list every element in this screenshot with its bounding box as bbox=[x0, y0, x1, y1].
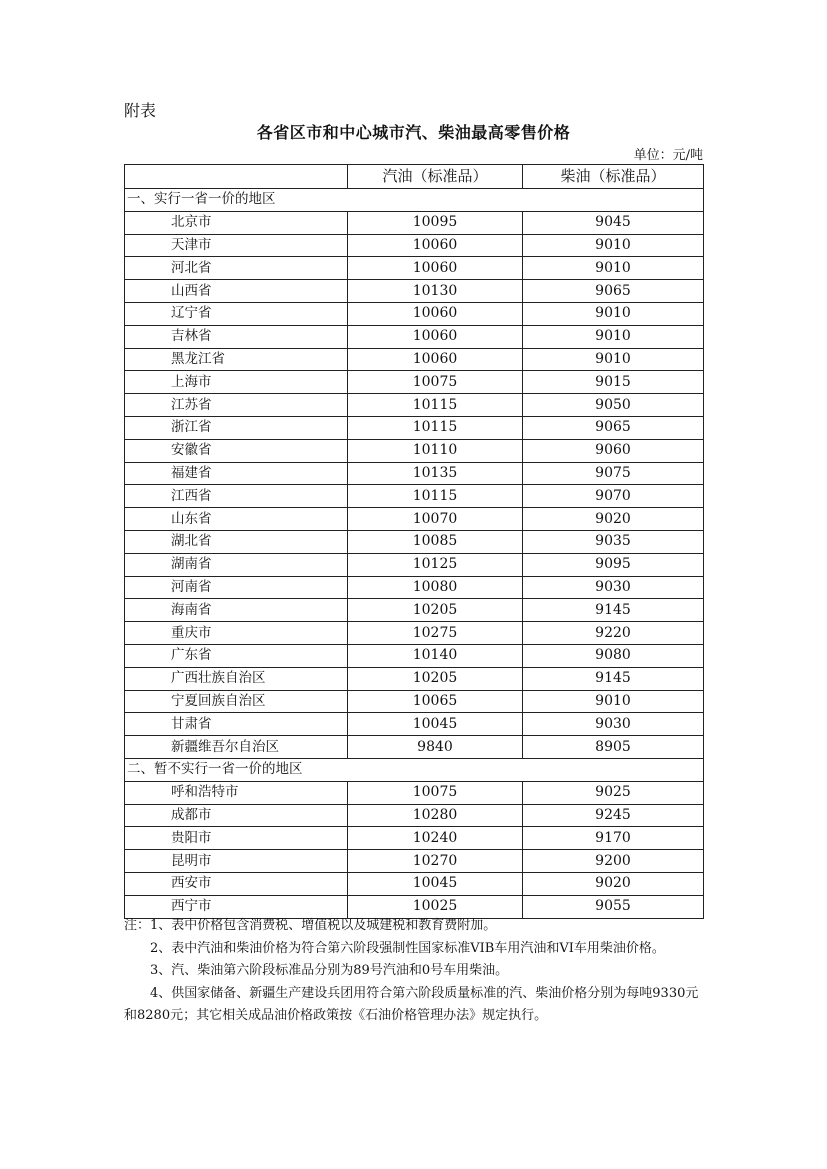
table-row bbox=[125, 280, 704, 303]
gasoline-price-cell: 10085 bbox=[348, 530, 523, 553]
section-label: 二、暂不实行一省一价的地区 bbox=[125, 758, 704, 781]
table-row bbox=[125, 394, 704, 417]
region-cell: 江西省 bbox=[125, 485, 348, 508]
gasoline-price-cell: 10075 bbox=[348, 371, 523, 394]
table-row bbox=[125, 211, 704, 234]
region-cell: 上海市 bbox=[125, 371, 348, 394]
region-cell: 吉林省 bbox=[125, 325, 348, 348]
diesel-price-cell: 9065 bbox=[523, 280, 704, 303]
price-table-header bbox=[125, 165, 704, 189]
table-row bbox=[125, 599, 704, 622]
gasoline-price-cell: 10205 bbox=[348, 599, 523, 622]
gasoline-price-cell: 10115 bbox=[348, 394, 523, 417]
gasoline-price-cell: 10060 bbox=[348, 302, 523, 325]
table-row bbox=[125, 622, 704, 645]
table-row bbox=[125, 508, 704, 531]
region-cell: 西宁市 bbox=[125, 895, 348, 918]
diesel-price-cell: 9010 bbox=[523, 302, 704, 325]
header-region bbox=[125, 165, 348, 189]
diesel-price-cell: 9200 bbox=[523, 850, 704, 873]
region-cell: 福建省 bbox=[125, 462, 348, 485]
table-row bbox=[125, 804, 704, 827]
diesel-price-cell: 9045 bbox=[523, 211, 704, 234]
diesel-price-cell: 9015 bbox=[523, 371, 704, 394]
unit-label: 单位：元/吨 bbox=[633, 148, 703, 163]
diesel-price-cell: 9010 bbox=[523, 348, 704, 371]
region-cell: 宁夏回族自治区 bbox=[125, 690, 348, 713]
diesel-price-cell: 9070 bbox=[523, 485, 704, 508]
table-row bbox=[125, 576, 704, 599]
diesel-price-cell: 9220 bbox=[523, 622, 704, 645]
diesel-price-cell: 9055 bbox=[523, 895, 704, 918]
gasoline-price-cell: 10025 bbox=[348, 895, 523, 918]
diesel-price-cell: 9060 bbox=[523, 439, 704, 462]
region-cell: 重庆市 bbox=[125, 622, 348, 645]
region-cell: 山西省 bbox=[125, 280, 348, 303]
table-row bbox=[125, 553, 704, 576]
gasoline-price-cell: 10140 bbox=[348, 644, 523, 667]
table-row bbox=[125, 690, 704, 713]
header-gasoline: 汽油（标准品） bbox=[348, 165, 523, 189]
region-cell: 成都市 bbox=[125, 804, 348, 827]
table-row bbox=[125, 850, 704, 873]
diesel-price-cell: 9145 bbox=[523, 667, 704, 690]
table-row bbox=[125, 485, 704, 508]
region-cell: 广西壮族自治区 bbox=[125, 667, 348, 690]
header-diesel: 柴油（标准品） bbox=[523, 165, 704, 189]
gasoline-price-cell: 10065 bbox=[348, 690, 523, 713]
table-row bbox=[125, 302, 704, 325]
gasoline-price-cell: 10110 bbox=[348, 439, 523, 462]
table-row bbox=[125, 234, 704, 257]
gasoline-price-cell: 10060 bbox=[348, 257, 523, 280]
gasoline-price-cell: 10070 bbox=[348, 508, 523, 531]
region-cell: 河南省 bbox=[125, 576, 348, 599]
note-3: 3、汽、柴油第六阶段标准品分别为89号汽油和0号车用柴油。 bbox=[150, 963, 509, 978]
gasoline-price-cell: 10275 bbox=[348, 622, 523, 645]
section-row bbox=[125, 189, 704, 212]
table-row bbox=[125, 736, 704, 759]
gasoline-price-cell: 10045 bbox=[348, 872, 523, 895]
gasoline-price-cell: 10240 bbox=[348, 827, 523, 850]
table-row bbox=[125, 257, 704, 280]
gasoline-price-cell: 10135 bbox=[348, 462, 523, 485]
table-row bbox=[125, 462, 704, 485]
gasoline-price-cell: 10115 bbox=[348, 485, 523, 508]
diesel-price-cell: 9020 bbox=[523, 508, 704, 531]
diesel-price-cell: 9010 bbox=[523, 690, 704, 713]
region-cell: 海南省 bbox=[125, 599, 348, 622]
diesel-price-cell: 9030 bbox=[523, 713, 704, 736]
gasoline-price-cell: 10060 bbox=[348, 348, 523, 371]
region-cell: 昆明市 bbox=[125, 850, 348, 873]
table-row bbox=[125, 371, 704, 394]
diesel-price-cell: 9010 bbox=[523, 257, 704, 280]
header-row bbox=[125, 165, 704, 189]
region-cell: 甘肃省 bbox=[125, 713, 348, 736]
notes bbox=[124, 915, 703, 1028]
diesel-price-cell: 9050 bbox=[523, 394, 704, 417]
gasoline-price-cell: 10280 bbox=[348, 804, 523, 827]
region-cell: 河北省 bbox=[125, 257, 348, 280]
gasoline-price-cell: 10075 bbox=[348, 781, 523, 804]
region-cell: 广东省 bbox=[125, 644, 348, 667]
diesel-price-cell: 9065 bbox=[523, 416, 704, 439]
region-cell: 山东省 bbox=[125, 508, 348, 531]
region-cell: 湖南省 bbox=[125, 553, 348, 576]
region-cell: 江苏省 bbox=[125, 394, 348, 417]
diesel-price-cell: 9025 bbox=[523, 781, 704, 804]
table-row bbox=[125, 827, 704, 850]
gasoline-price-cell: 10205 bbox=[348, 667, 523, 690]
table-row bbox=[125, 667, 704, 690]
region-cell: 安徽省 bbox=[125, 439, 348, 462]
note-4: 4、供国家储备、新疆生产建设兵团用符合第六阶段质量标准的汽、柴油价格分别为每吨9330元和8280元；其它相关成品油价格政策按《石油价格管理办法》规定执行。 bbox=[124, 985, 699, 1023]
note-1: 注：1、表中价格包含消费税、增值税以及城建税和教育费附加。 bbox=[124, 918, 497, 933]
price-table bbox=[124, 164, 704, 919]
region-cell: 浙江省 bbox=[125, 416, 348, 439]
gasoline-price-cell: 10125 bbox=[348, 553, 523, 576]
gasoline-price-cell: 9840 bbox=[348, 736, 523, 759]
diesel-price-cell: 9095 bbox=[523, 553, 704, 576]
diesel-price-cell: 9035 bbox=[523, 530, 704, 553]
price-table-body bbox=[125, 189, 704, 919]
section-label: 一、实行一省一价的地区 bbox=[125, 189, 704, 212]
table-row bbox=[125, 781, 704, 804]
diesel-price-cell: 9010 bbox=[523, 234, 704, 257]
region-cell: 新疆维吾尔自治区 bbox=[125, 736, 348, 759]
appendix-label: 附表 bbox=[124, 101, 157, 120]
table-row bbox=[125, 416, 704, 439]
note-2: 2、表中汽油和柴油价格为符合第六阶段强制性国家标准VIB车用汽油和VI车用柴油价格。 bbox=[150, 940, 665, 956]
diesel-price-cell: 9145 bbox=[523, 599, 704, 622]
diesel-price-cell: 8905 bbox=[523, 736, 704, 759]
region-cell: 天津市 bbox=[125, 234, 348, 257]
gasoline-price-cell: 10115 bbox=[348, 416, 523, 439]
table-row bbox=[125, 713, 704, 736]
diesel-price-cell: 9170 bbox=[523, 827, 704, 850]
gasoline-price-cell: 10060 bbox=[348, 234, 523, 257]
gasoline-price-cell: 10270 bbox=[348, 850, 523, 873]
diesel-price-cell: 9075 bbox=[523, 462, 704, 485]
gasoline-price-cell: 10060 bbox=[348, 325, 523, 348]
region-cell: 贵阳市 bbox=[125, 827, 348, 850]
diesel-price-cell: 9020 bbox=[523, 872, 704, 895]
page-title: 各省区市和中心城市汽、柴油最高零售价格 bbox=[256, 123, 571, 142]
region-cell: 西安市 bbox=[125, 872, 348, 895]
table-row bbox=[125, 530, 704, 553]
table-row bbox=[125, 439, 704, 462]
diesel-price-cell: 9080 bbox=[523, 644, 704, 667]
table-row bbox=[125, 644, 704, 667]
gasoline-price-cell: 10130 bbox=[348, 280, 523, 303]
region-cell: 北京市 bbox=[125, 211, 348, 234]
region-cell: 呼和浩特市 bbox=[125, 781, 348, 804]
table-row bbox=[125, 872, 704, 895]
gasoline-price-cell: 10080 bbox=[348, 576, 523, 599]
gasoline-price-cell: 10045 bbox=[348, 713, 523, 736]
table-row bbox=[125, 348, 704, 371]
diesel-price-cell: 9030 bbox=[523, 576, 704, 599]
diesel-price-cell: 9010 bbox=[523, 325, 704, 348]
section-row bbox=[125, 758, 704, 781]
region-cell: 湖北省 bbox=[125, 530, 348, 553]
table-row bbox=[125, 325, 704, 348]
diesel-price-cell: 9245 bbox=[523, 804, 704, 827]
region-cell: 辽宁省 bbox=[125, 302, 348, 325]
gasoline-price-cell: 10095 bbox=[348, 211, 523, 234]
region-cell: 黑龙江省 bbox=[125, 348, 348, 371]
